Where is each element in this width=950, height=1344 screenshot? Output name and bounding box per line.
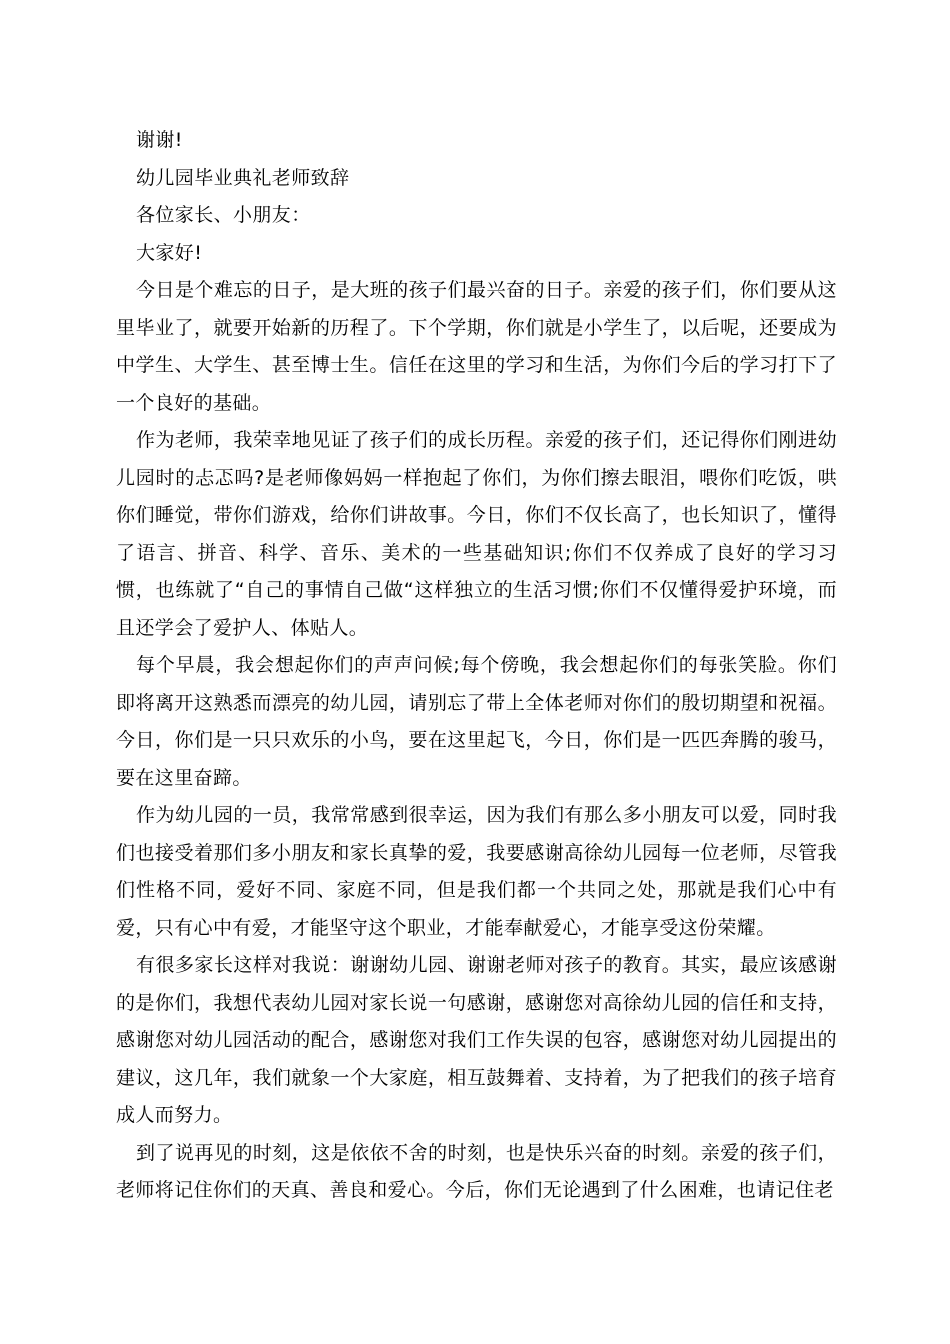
body-paragraph: 作为老师，我荣幸地见证了孩子们的成长历程。亲爱的孩子们，还记得你们刚进幼儿园时的忐忑吗?是老师像妈妈一样抱起了你们，为你们擦去眼泪，喂你们吃饭，哄你们睡觉，带你们游戏，给你们讲故事。今日，你们不仅长高了，也长知识了，懂得了语言、拼音、科学、音乐、美术的一些基础知识;你们不仅养成了良好的学习习惯，也练就了“自己的事情自己做“这样独立的生活习惯;你们不仅懂得爱护环境，而且还学会了爱护人、体贴人。 xyxy=(116,429,837,639)
body-paragraph: 有很多家长这样对我说：谢谢幼儿园、谢谢老师对孩子的教育。其实，最应该感谢的是你们，我想代表幼儿园对家长说一句感谢，感谢您对高徐幼儿园的信任和支持，感谢您对幼儿园活动的配合，感谢您对我们工作失误的包容，感谢您对幼儿园提出的建议，这几年，我们就象一个大家庭，相互鼓舞着、支持着，为了把我们的孩子培育成人而努力。 xyxy=(116,954,837,1126)
speech-title: 幼儿园毕业典礼老师致辞 xyxy=(136,166,350,189)
salutation: 各位家长、小朋友： xyxy=(136,204,311,226)
body-paragraph: 到了说再见的时刻，这是依依不舍的时刻，也是快乐兴奋的时刻。亲爱的孩子们，老师将记住你们的天真、善良和爱心。今后，你们无论遇到了什么困难，也请记住老 xyxy=(116,1141,837,1201)
body-paragraph: 每个早晨，我会想起你们的声声问候;每个傍晚，我会想起你们的每张笑脸。你们即将离开这熟悉而漂亮的幼儿园，请别忘了带上全体老师对你们的殷切期望和祝福。今日，你们是一只只欢乐的小鸟，要在这里起飞，今日，你们是一匹匹奔腾的骏马，要在这里奋蹄。 xyxy=(116,654,837,789)
body-paragraph: 作为幼儿园的一员，我常常感到很幸运，因为我们有那么多小朋友可以爱，同时我们也接受着那们多小朋友和家长真挚的爱，我要感谢高徐幼儿园每一位老师，尽管我们性格不同，爱好不同、家庭不同，但是我们都一个共同之处，那就是我们心中有爱，只有心中有爱，才能坚守这个职业，才能奉献爱心，才能享受这份荣耀。 xyxy=(116,804,837,939)
greeting: 大家好! xyxy=(136,241,203,264)
document-page xyxy=(116,122,837,1210)
closing-thanks: 谢谢! xyxy=(136,129,183,151)
body-paragraph: 今日是个难忘的日子，是大班的孩子们最兴奋的日子。亲爱的孩子们，你们要从这里毕业了，就要开始新的历程了。下个学期，你们就是小学生了，以后呢，还要成为中学生、大学生、甚至博士生。信任在这里的学习和生活，为你们今后的学习打下了一个良好的基础。 xyxy=(116,279,837,414)
